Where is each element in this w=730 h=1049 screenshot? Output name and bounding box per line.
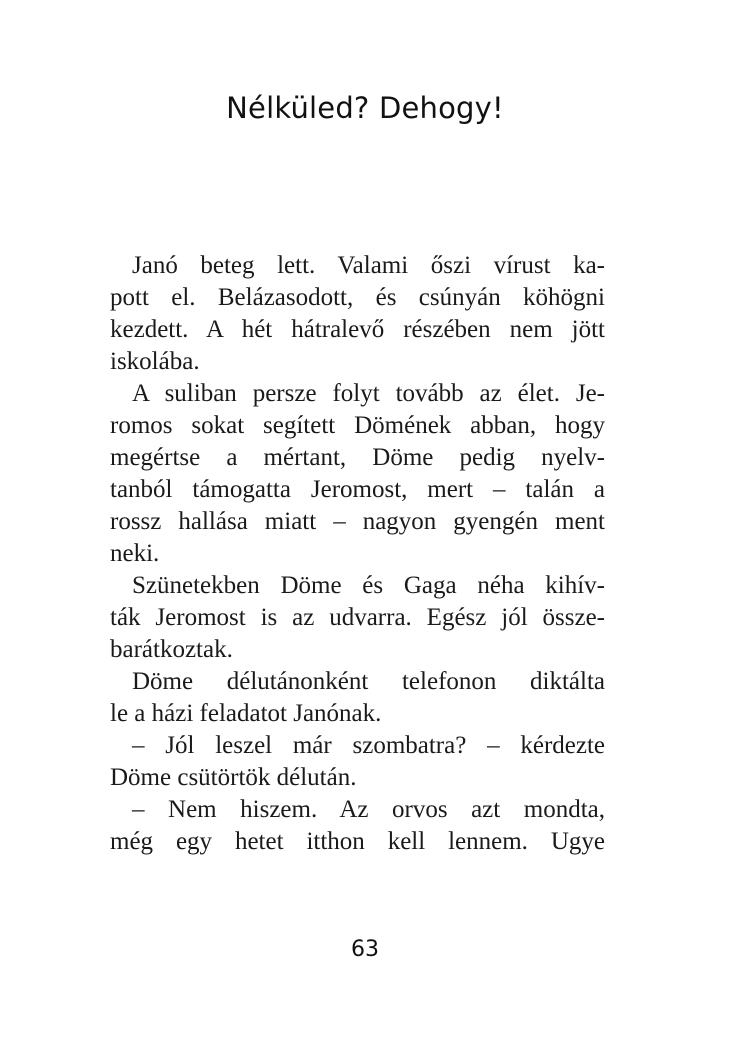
text-line: le a házi feladatot Janónak. (110, 700, 382, 727)
text-line: pott el. Belázasodott, és csúnyán köhögni (110, 284, 605, 311)
text-line: iskolába. (110, 348, 200, 375)
text-line: romos sokat segített Dömének abban, hogy (110, 412, 605, 439)
chapter-title: Nélküled? Dehogy! (226, 91, 504, 125)
text-line: barátkoztak. (110, 636, 233, 663)
text-line: Janó beteg lett. Valami őszi vírust ka- (132, 252, 605, 279)
text-line: még egy hetet itthon kell lennem. Ugye (110, 828, 605, 855)
text-line: megértse a mértant, Döme pedig nyelv- (110, 444, 605, 471)
text-line: Döme csütörtök délután. (110, 764, 357, 791)
text-line: A suliban persze folyt tovább az élet. Je- (132, 380, 605, 407)
text-line: ták Jeromost is az udvarra. Egész jól össze- (110, 604, 605, 631)
page-number: 63 (351, 937, 379, 962)
text-line: Szünetekben Döme és Gaga néha kihív- (132, 572, 605, 599)
body-text (110, 250, 605, 858)
text-line: rossz hallása miatt – nagyon gyengén ment (110, 508, 605, 535)
text-line: neki. (110, 540, 160, 567)
text-line: – Jól leszel már szombatra? – kérdezte (132, 732, 605, 759)
text-line: Döme délutánonként telefonon diktálta (132, 668, 605, 695)
text-line: kezdett. A hét hátralevő részében nem jött (110, 316, 605, 343)
text-line: – Nem hiszem. Az orvos azt mondta, (132, 796, 605, 823)
text-line: tanból támogatta Jeromost, mert – talán a (110, 476, 605, 503)
